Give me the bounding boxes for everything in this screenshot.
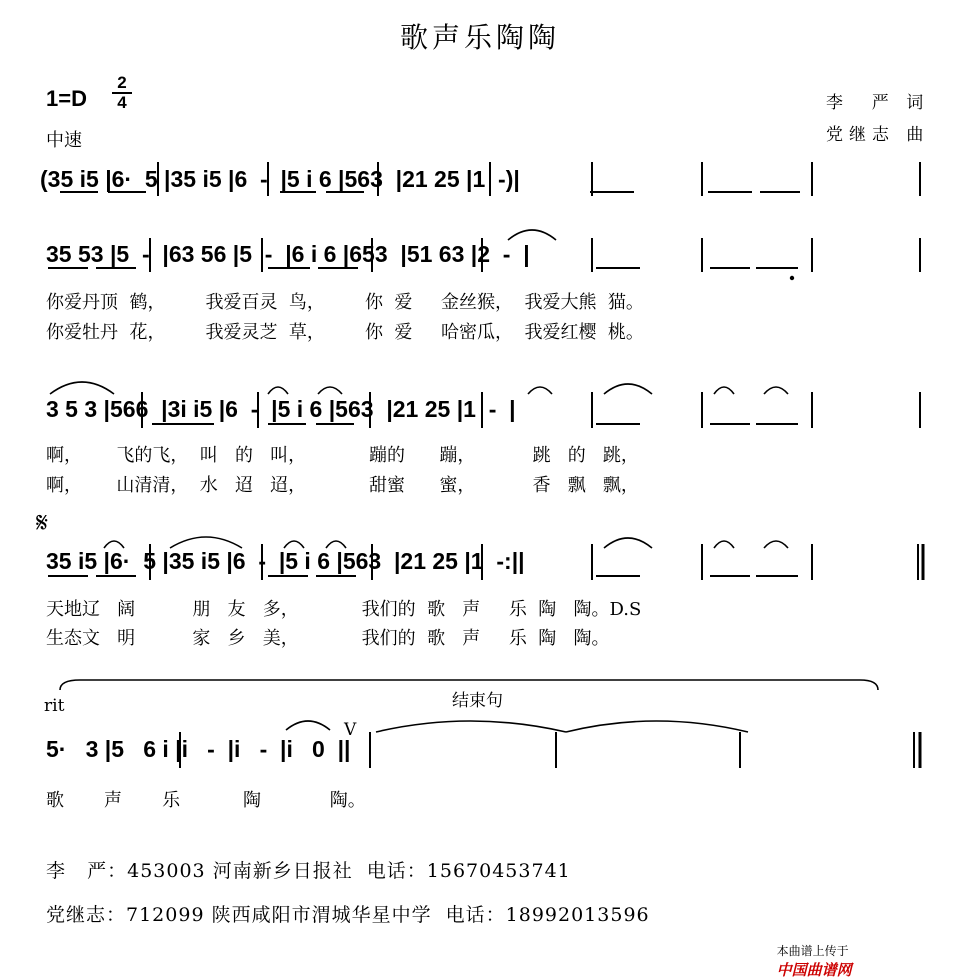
system-3-notes: 3 5 3 |566 |3i i5 |6 - |5 i 6 |563 |21 25 |1 - | <box>46 396 516 422</box>
watermark-prefix: 本曲谱上传于 <box>776 944 849 958</box>
system-4-lyrics-verse1: 天地辽 阔 朋 友 多， 我们的 歌 声 乐 陶 陶。D.S <box>46 599 642 620</box>
system-5-notes: 5· 3 |5 6 i |i - |i - |i 0 || <box>46 736 351 762</box>
breath-mark: V <box>344 720 357 740</box>
lyricist-credit: 李 严 词 <box>826 93 930 113</box>
system-4-lyrics-verse2: 生态文 明 家 乡 美， 我们的 歌 声 乐 陶 陶。 <box>46 628 610 649</box>
tempo-marking: 中速 <box>46 130 82 151</box>
page-title: 歌声乐陶陶 <box>399 21 560 54</box>
system-3-lyrics-verse1: 啊， 飞的飞， 叫 的 叫， 蹦的 蹦， 跳 的 跳， <box>46 445 639 466</box>
time-signature-top: 2 <box>117 73 127 92</box>
footer-contact-composer: 党继志：712099 陕西咸阳市渭城华星中学 电话：18992013596 <box>46 904 650 926</box>
rit-marking: rit <box>44 696 65 716</box>
time-signature-bottom: 4 <box>117 93 127 112</box>
system-1-notes: (35 i5 |6· 5 |35 i5 |6 - |5 i 6 |563 |21 25 |1 -)| <box>40 166 520 192</box>
system-2-lyrics-verse2: 你爱牡丹 花， 我爱灵芝 草， 你 爱 哈密瓜， 我爱红樱 桃。 <box>46 322 644 343</box>
ending-label: 结束句 <box>452 691 503 711</box>
system-2-lyrics-verse1: 你爱丹顶 鹤， 我爱百灵 鸟， 你 爱 金丝猴， 我爱大熊 猫。 <box>46 292 644 313</box>
system-3-lyrics-verse2: 啊， 山清清， 水 迢 迢， 甜蜜 蜜， 香 飘 飘， <box>46 475 639 496</box>
system-4-notes: 35 i5 |6· 5 |35 i5 |6 - |5 i 6 |563 |21 25 |1 -:|| <box>46 548 525 574</box>
system-2-notes: 35 53 |5 - |63 56 |5 - |6 i 6 |653 |51 63 |2 - | <box>46 241 530 267</box>
key-signature: 1=D <box>46 86 87 111</box>
composer-credit: 党继志 曲 <box>826 125 930 145</box>
system-5-lyrics: 歌 声 乐 陶 陶。 <box>46 790 366 811</box>
segno-sign: 𝄋 <box>36 506 49 539</box>
footer-contact-lyricist: 李 严：453003 河南新乡日报社 电话：15670453741 <box>46 860 571 882</box>
watermark-brand[interactable]: 中国曲谱网 <box>776 962 852 979</box>
